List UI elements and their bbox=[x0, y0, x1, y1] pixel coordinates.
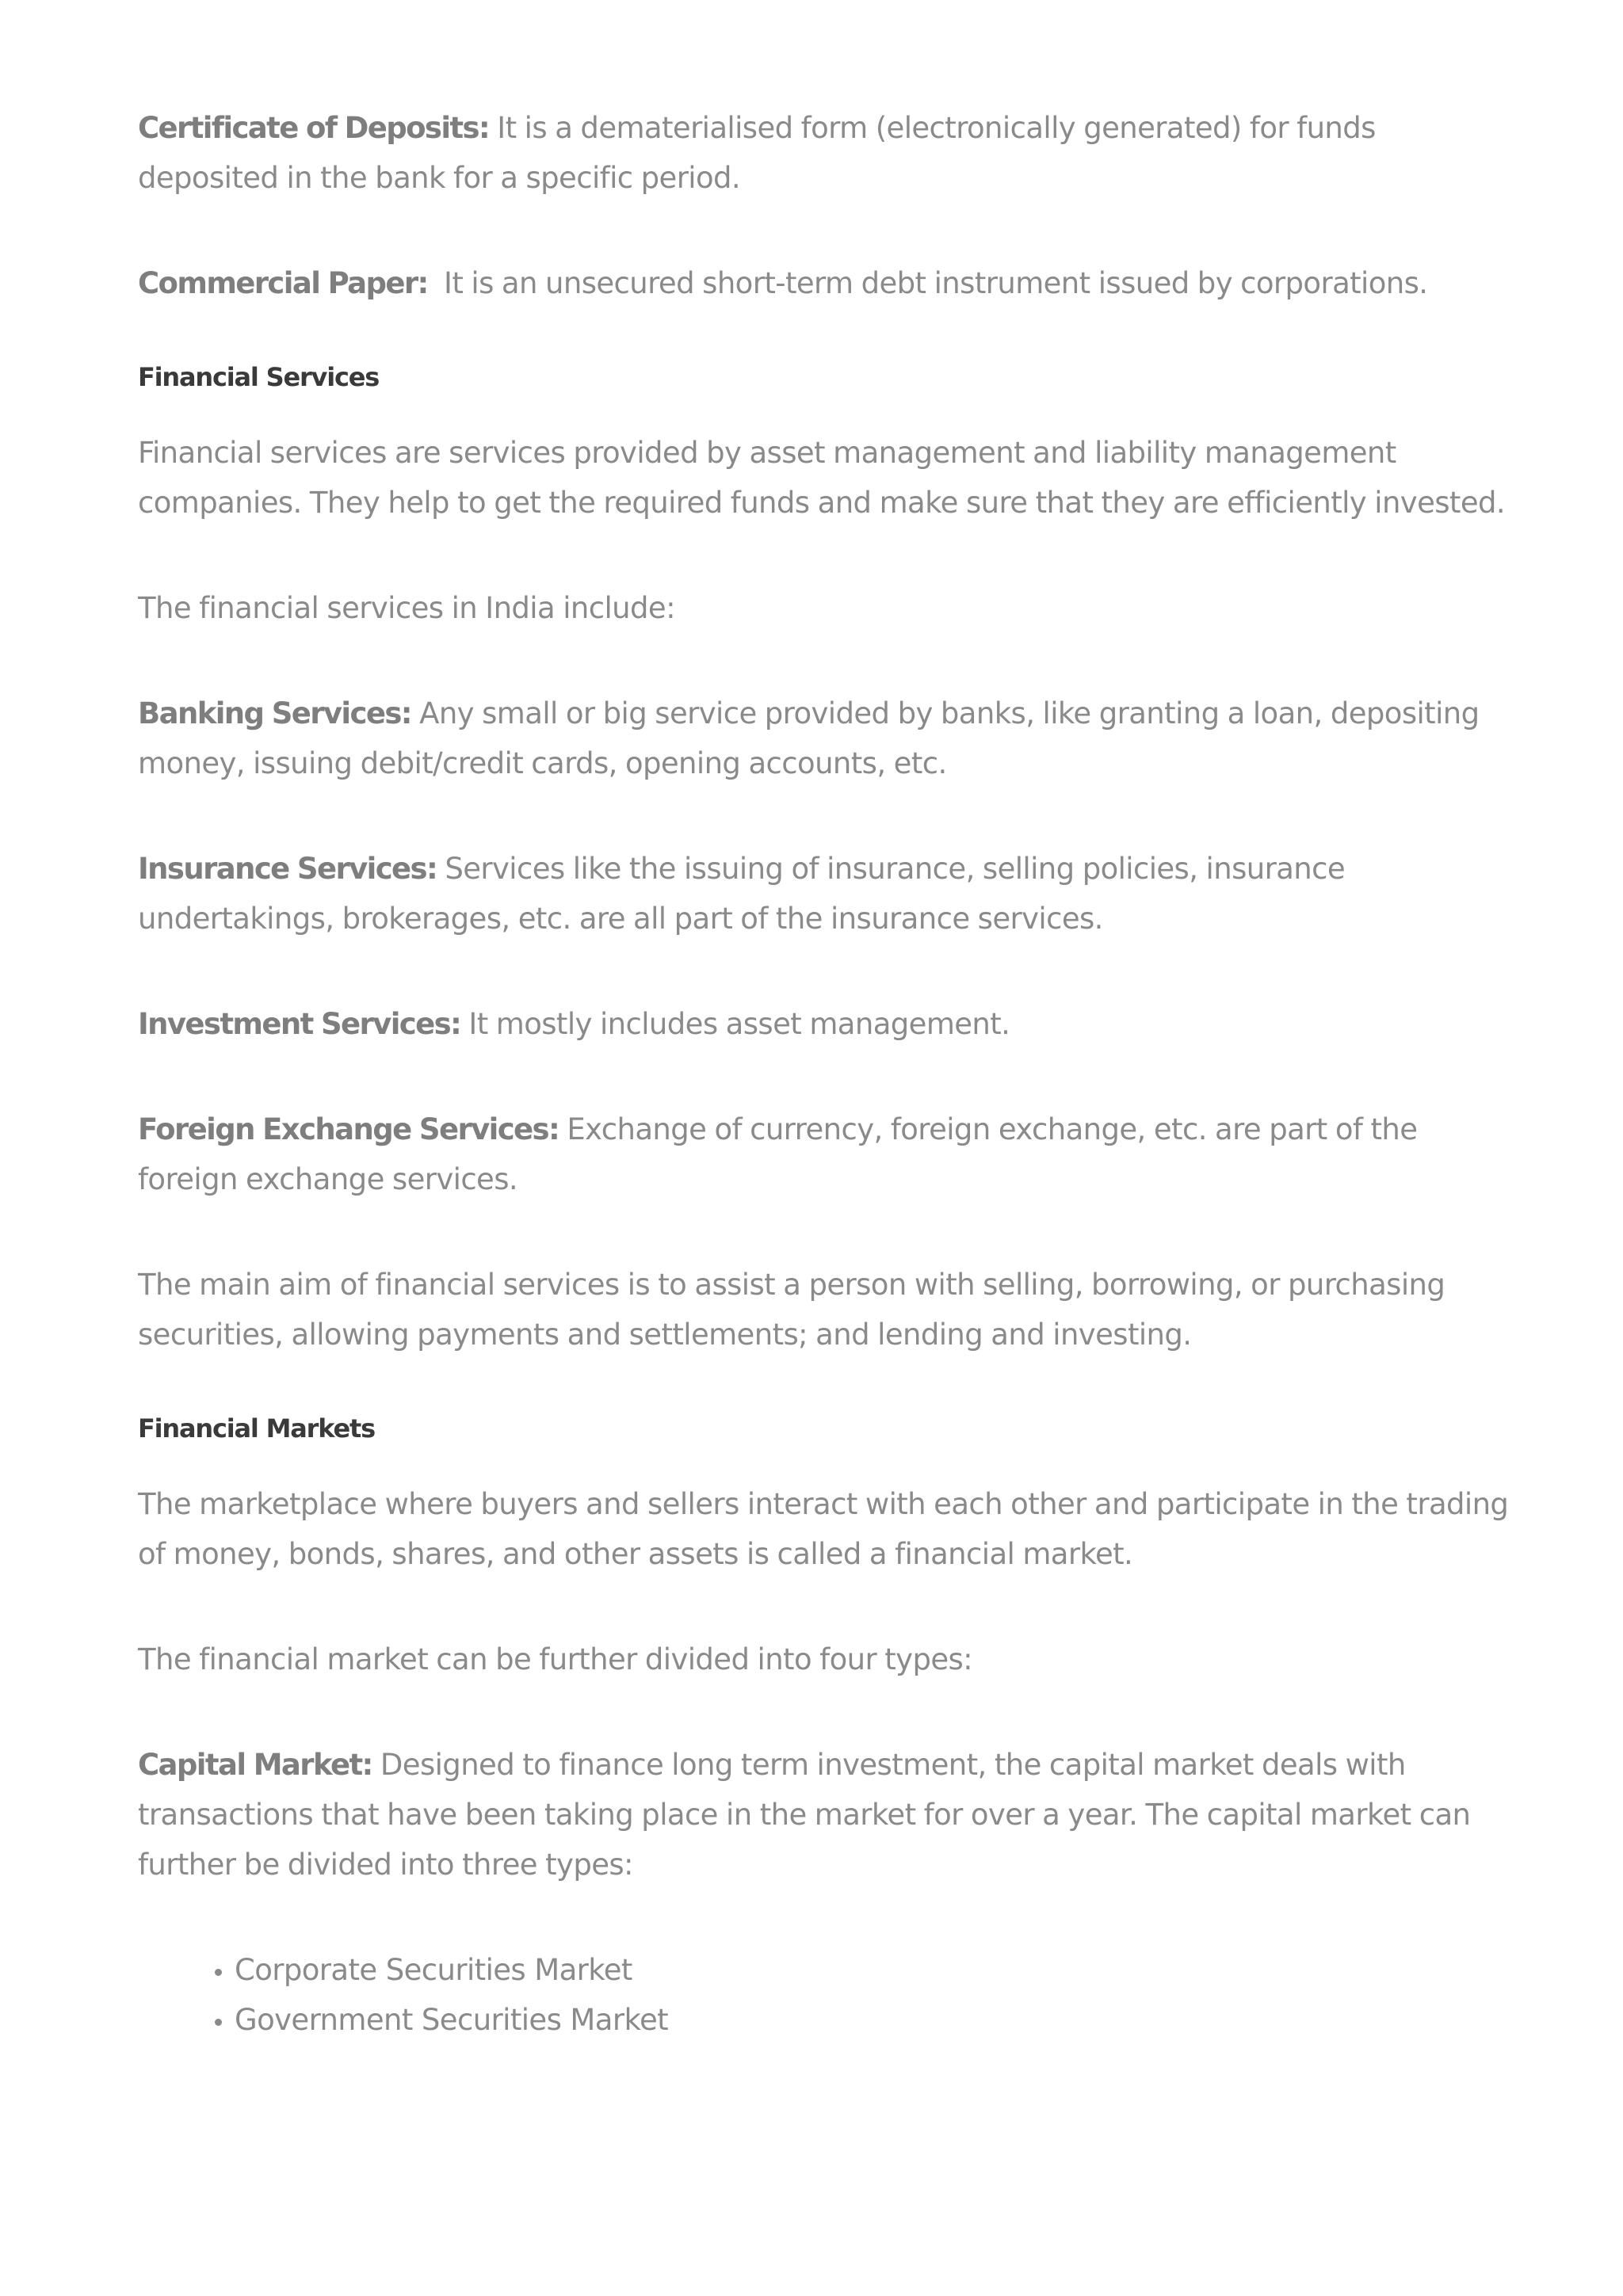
list-item: • Government Securities Market bbox=[235, 1995, 1509, 2045]
certificate-of-deposits-term: Certificate of Deposits: bbox=[138, 111, 490, 145]
financial-markets-intro: The marketplace where buyers and sellers interact with each other and participate in the trading of money, bonds, shares, and other assets is called a financial market. bbox=[138, 1487, 1509, 1571]
banking-services-text: Any small or big service provided by banks, like granting a loan, depositing money, issuing debit/credit cards, opening accounts, etc. bbox=[138, 696, 1480, 780]
capital-market-paragraph bbox=[138, 1740, 1509, 1890]
banking-services-term: Banking Services: bbox=[138, 696, 411, 730]
insurance-services-term: Insurance Services: bbox=[138, 852, 437, 886]
financial-markets-heading: Financial Markets bbox=[138, 1413, 375, 1444]
foreign-exchange-services-text: Exchange of currency, foreign exchange, etc. are part of the foreign exchange services. bbox=[138, 1112, 1418, 1196]
capital-market-text: Designed to finance long term investment, the capital market deals with transactions that have been taking place in the market for over a year. The capital market can further be divided into three types: bbox=[138, 1748, 1471, 1882]
certificate-of-deposits-paragraph bbox=[138, 103, 1509, 203]
list-item: • Corporate Securities Market bbox=[235, 1945, 1509, 1995]
investment-services-term: Investment Services: bbox=[138, 1007, 461, 1041]
investment-services-paragraph bbox=[138, 999, 1509, 1049]
foreign-exchange-services-term: Foreign Exchange Services: bbox=[138, 1112, 559, 1146]
insurance-services-paragraph bbox=[138, 844, 1509, 944]
banking-services-paragraph bbox=[138, 688, 1509, 788]
commercial-paper-text: It is an unsecured short-term debt instrument issued by corporations. bbox=[427, 266, 1428, 300]
document-page bbox=[138, 103, 1509, 2045]
insurance-services-text: Services like the issuing of insurance, selling policies, insurance undertakings, brokerages, etc. are all part of the insurance services. bbox=[138, 852, 1346, 936]
financial-markets-types-intro: The financial market can be further divided into four types: bbox=[138, 1642, 973, 1676]
commercial-paper-term: Commercial Paper: bbox=[138, 266, 428, 300]
financial-services-list-intro: The financial services in India include: bbox=[138, 591, 675, 625]
financial-services-intro: Financial services are services provided by asset management and liability management companies. They help to get the required funds and make sure that they are efficiently invested. bbox=[138, 436, 1506, 520]
commercial-paper-paragraph bbox=[138, 258, 1509, 308]
capital-market-term: Capital Market: bbox=[138, 1748, 372, 1782]
capital-market-types-list bbox=[138, 1945, 1509, 2045]
financial-services-heading: Financial Services bbox=[138, 362, 380, 392]
certificate-of-deposits-text: It is a dematerialised form (electronically generated) for funds deposited in the bank for a specific period. bbox=[138, 111, 1376, 195]
investment-services-text: It mostly includes asset management. bbox=[460, 1007, 1010, 1041]
foreign-exchange-services-paragraph bbox=[138, 1104, 1509, 1204]
financial-services-aim: The main aim of financial services is to assist a person with selling, borrowing, or purchasing securities, allowing payments and settlements; and lending and investing. bbox=[138, 1268, 1445, 1352]
